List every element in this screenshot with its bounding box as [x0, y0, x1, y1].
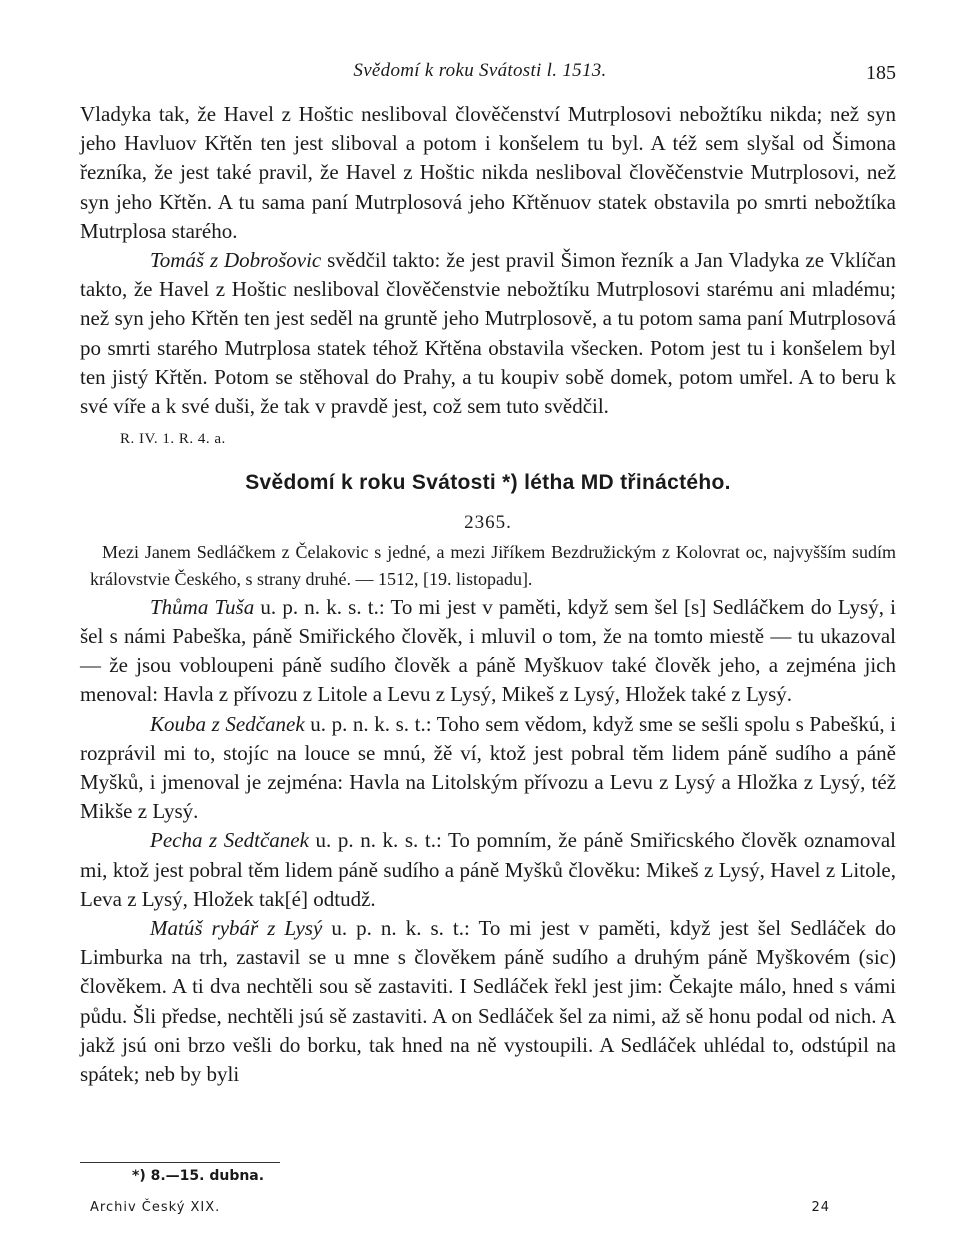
- testimony-paragraph: [80, 826, 896, 914]
- source-reference: R. IV. 1. R. 4. a.: [120, 431, 226, 448]
- footnote: *) 8.—15. dubna.: [132, 1168, 265, 1184]
- testimony-text: u. p. n. k. s. t.: To mi jest v paměti, když jest šel Sedláček do Limburka na trh, zastavil se u mne s člověkem páně sudího a druhým páně Myškovém (sic) člověkem. A ti dva nechtěli sou sě zastaviti. I Sedláček řekl jest jim: Čekajte málo, hned s vámi půdu. Šli předse, nechtěli jsú sě zastaviti. A on Sedláček šel za nimi, až sě honu podal od nich. A jakž jsú oni brzo vešli do borku, tak hned na ně vystoupili. A Sedláček uhlédal to, odstúpil na spátek; neb by byli: [80, 916, 896, 1087]
- speaker-name: Pecha z Sedtčanek: [150, 828, 309, 853]
- testimony-paragraph: [80, 710, 896, 827]
- running-header: [0, 60, 960, 90]
- summary-text: Mezi Janem Sedláčkem z Čelakovic s jedné, a mezi Jiříkem Bezdružickým z Kolovrat oc, najvyšším sudím královstvie Českého, s strany druhé. — 1512, [19. listopadu].: [90, 541, 896, 589]
- testimony-text: u. p. n. k. s. t.: Toho sem vědom, když sme se sešli spolu s Pabeškú, i rozprávil mi to, stojíc na louce se mnú, žě ví, ktož jest pobral těm lidem páně sudího a páně Myšků, i jmenoval je zejména: Havla na Litolským přívozu a Levu z Lysý a Hložka z Lysý, též Mikše z Lysý.: [80, 711, 896, 824]
- signature-title: Archiv Český XIX.: [90, 1200, 221, 1215]
- printer-signature: [90, 1200, 830, 1220]
- page-number: 185: [866, 62, 896, 84]
- testimony-paragraph: [80, 246, 896, 421]
- section-heading: Svědomí k roku Svátosti *) létha MD třináctého.: [245, 471, 731, 495]
- footnote-divider: [80, 1162, 280, 1163]
- testimony-text: svědčil takto: že jest pravil Šimon řezník a Jan Vladyka ze Vklíčan takto, že Havel z Hoštic nesliboval člověčenstvie nebožtíku Mutrplosovi starému ani mladému; než syn jeho Křtěn ten jest seděl na gruntě jeho Mutrplosově, a tu potom sama paní Mutrplosová po smrti starého Mutrplosa statek téhož Křtěna obstavila všecken. Potom jest tu i konšelem byl ten jistý Křtěn. Potom se stěhoval do Prahy, a tu koupiv sobě domek, potom umřel. A to beru k své víře a k své duši, že tak v pravdě jest, což sem tuto svědčil.: [80, 248, 897, 419]
- testimony-paragraph: [80, 914, 896, 1089]
- speaker-name: Thůma Tuša: [150, 594, 255, 619]
- speaker-name: Matúš rybář z Lysý: [150, 916, 323, 941]
- testimony-text: u. p. n. k. s. t.: To pomním, že páně Smiřicského člověk oznamoval mi, ktož jest pobral těm lidem páně sudího a páně Myšků člověku: Mikeš z Lysý, Havel z Litole, Leva z Lysý, Hložek tak[é] odtudž.: [80, 828, 896, 911]
- testimony-paragraph: [80, 593, 896, 710]
- signature-number: 24: [811, 1200, 830, 1215]
- speaker-name: Kouba z Sedčanek: [150, 711, 305, 736]
- speaker-name: Tomáš z Dobrošovic: [150, 248, 322, 273]
- testimony-text: u. p. n. k. s. t.: To mi jest v paměti, když sem šel [s] Sedláčkem do Lysý, i šel s námi Pabeška, páně Smiřického člověk, i mluvil o tom, že na tomto miestě — tu ukazoval — že jsou vobloupeni páně sudího člověk a páně Myškuov také člověk jeho, a zejména jich menoval: Havla z přívozu z Litole a Levu z Lysý, Mikeš z Lysý, Hložek také z Lysý.: [80, 594, 896, 707]
- body-text: [80, 100, 896, 1089]
- entry-summary: [80, 539, 896, 593]
- intro-paragraph: Vladyka tak, že Havel z Hoštic nesliboval člověčenství Mutrplosovi nebožtíku nikda; než syn jeho Havluov Křtěn ten jest sliboval a potom i konšelem tu byl. A též sem slyšal od Šimona řezníka, že jest také pravil, že Havel z Hoštic nikda nesliboval člověčenstvie Mutrplosovi, než syn jeho Křtěn. A tu sama paní Mutrplosová jeho Křtěnuov statek obstavila po smrti nebožtíka Mutrplosa starého.: [80, 102, 896, 243]
- running-title: Svědomí k roku Svátosti l. 1513.: [353, 60, 607, 81]
- entry-number: 2365.: [464, 511, 512, 533]
